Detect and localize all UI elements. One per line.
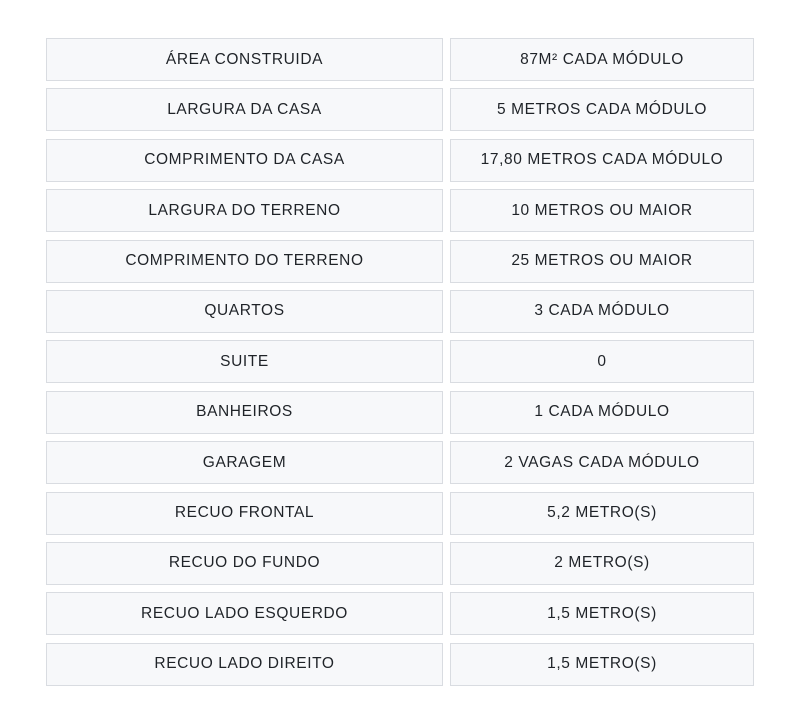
spec-value: 1,5 METRO(S) (450, 643, 754, 686)
spec-label: RECUO LADO DIREITO (46, 643, 443, 686)
spec-label: LARGURA DO TERRENO (46, 189, 443, 232)
spec-value: 1,5 METRO(S) (450, 592, 754, 635)
spec-value: 25 METROS OU MAIOR (450, 240, 754, 283)
spec-label: GARAGEM (46, 441, 443, 484)
spec-value: 2 METRO(S) (450, 542, 754, 585)
spec-value: 10 METROS OU MAIOR (450, 189, 754, 232)
table-row (46, 88, 754, 131)
table-row (46, 139, 754, 182)
spec-value: 3 CADA MÓDULO (450, 290, 754, 333)
table-row (46, 441, 754, 484)
spec-label: QUARTOS (46, 290, 443, 333)
spec-label: BANHEIROS (46, 391, 443, 434)
spec-value: 1 CADA MÓDULO (450, 391, 754, 434)
spec-value: 5 METROS CADA MÓDULO (450, 88, 754, 131)
table-row (46, 391, 754, 434)
table-row (46, 592, 754, 635)
table-row (46, 189, 754, 232)
spec-value: 5,2 METRO(S) (450, 492, 754, 535)
table-row (46, 340, 754, 383)
table-row (46, 492, 754, 535)
spec-value: 87M² CADA MÓDULO (450, 38, 754, 81)
table-row (46, 240, 754, 283)
spec-label: ÁREA CONSTRUIDA (46, 38, 443, 81)
spec-value: 0 (450, 340, 754, 383)
spec-label: SUITE (46, 340, 443, 383)
spec-value: 17,80 METROS CADA MÓDULO (450, 139, 754, 182)
spec-label: RECUO LADO ESQUERDO (46, 592, 443, 635)
house-specs-table (46, 38, 754, 693)
table-row (46, 290, 754, 333)
table-row (46, 542, 754, 585)
table-row (46, 643, 754, 686)
table-row (46, 38, 754, 81)
spec-label: RECUO FRONTAL (46, 492, 443, 535)
spec-value: 2 VAGAS CADA MÓDULO (450, 441, 754, 484)
spec-label: LARGURA DA CASA (46, 88, 443, 131)
spec-label: COMPRIMENTO DA CASA (46, 139, 443, 182)
spec-label: RECUO DO FUNDO (46, 542, 443, 585)
spec-label: COMPRIMENTO DO TERRENO (46, 240, 443, 283)
